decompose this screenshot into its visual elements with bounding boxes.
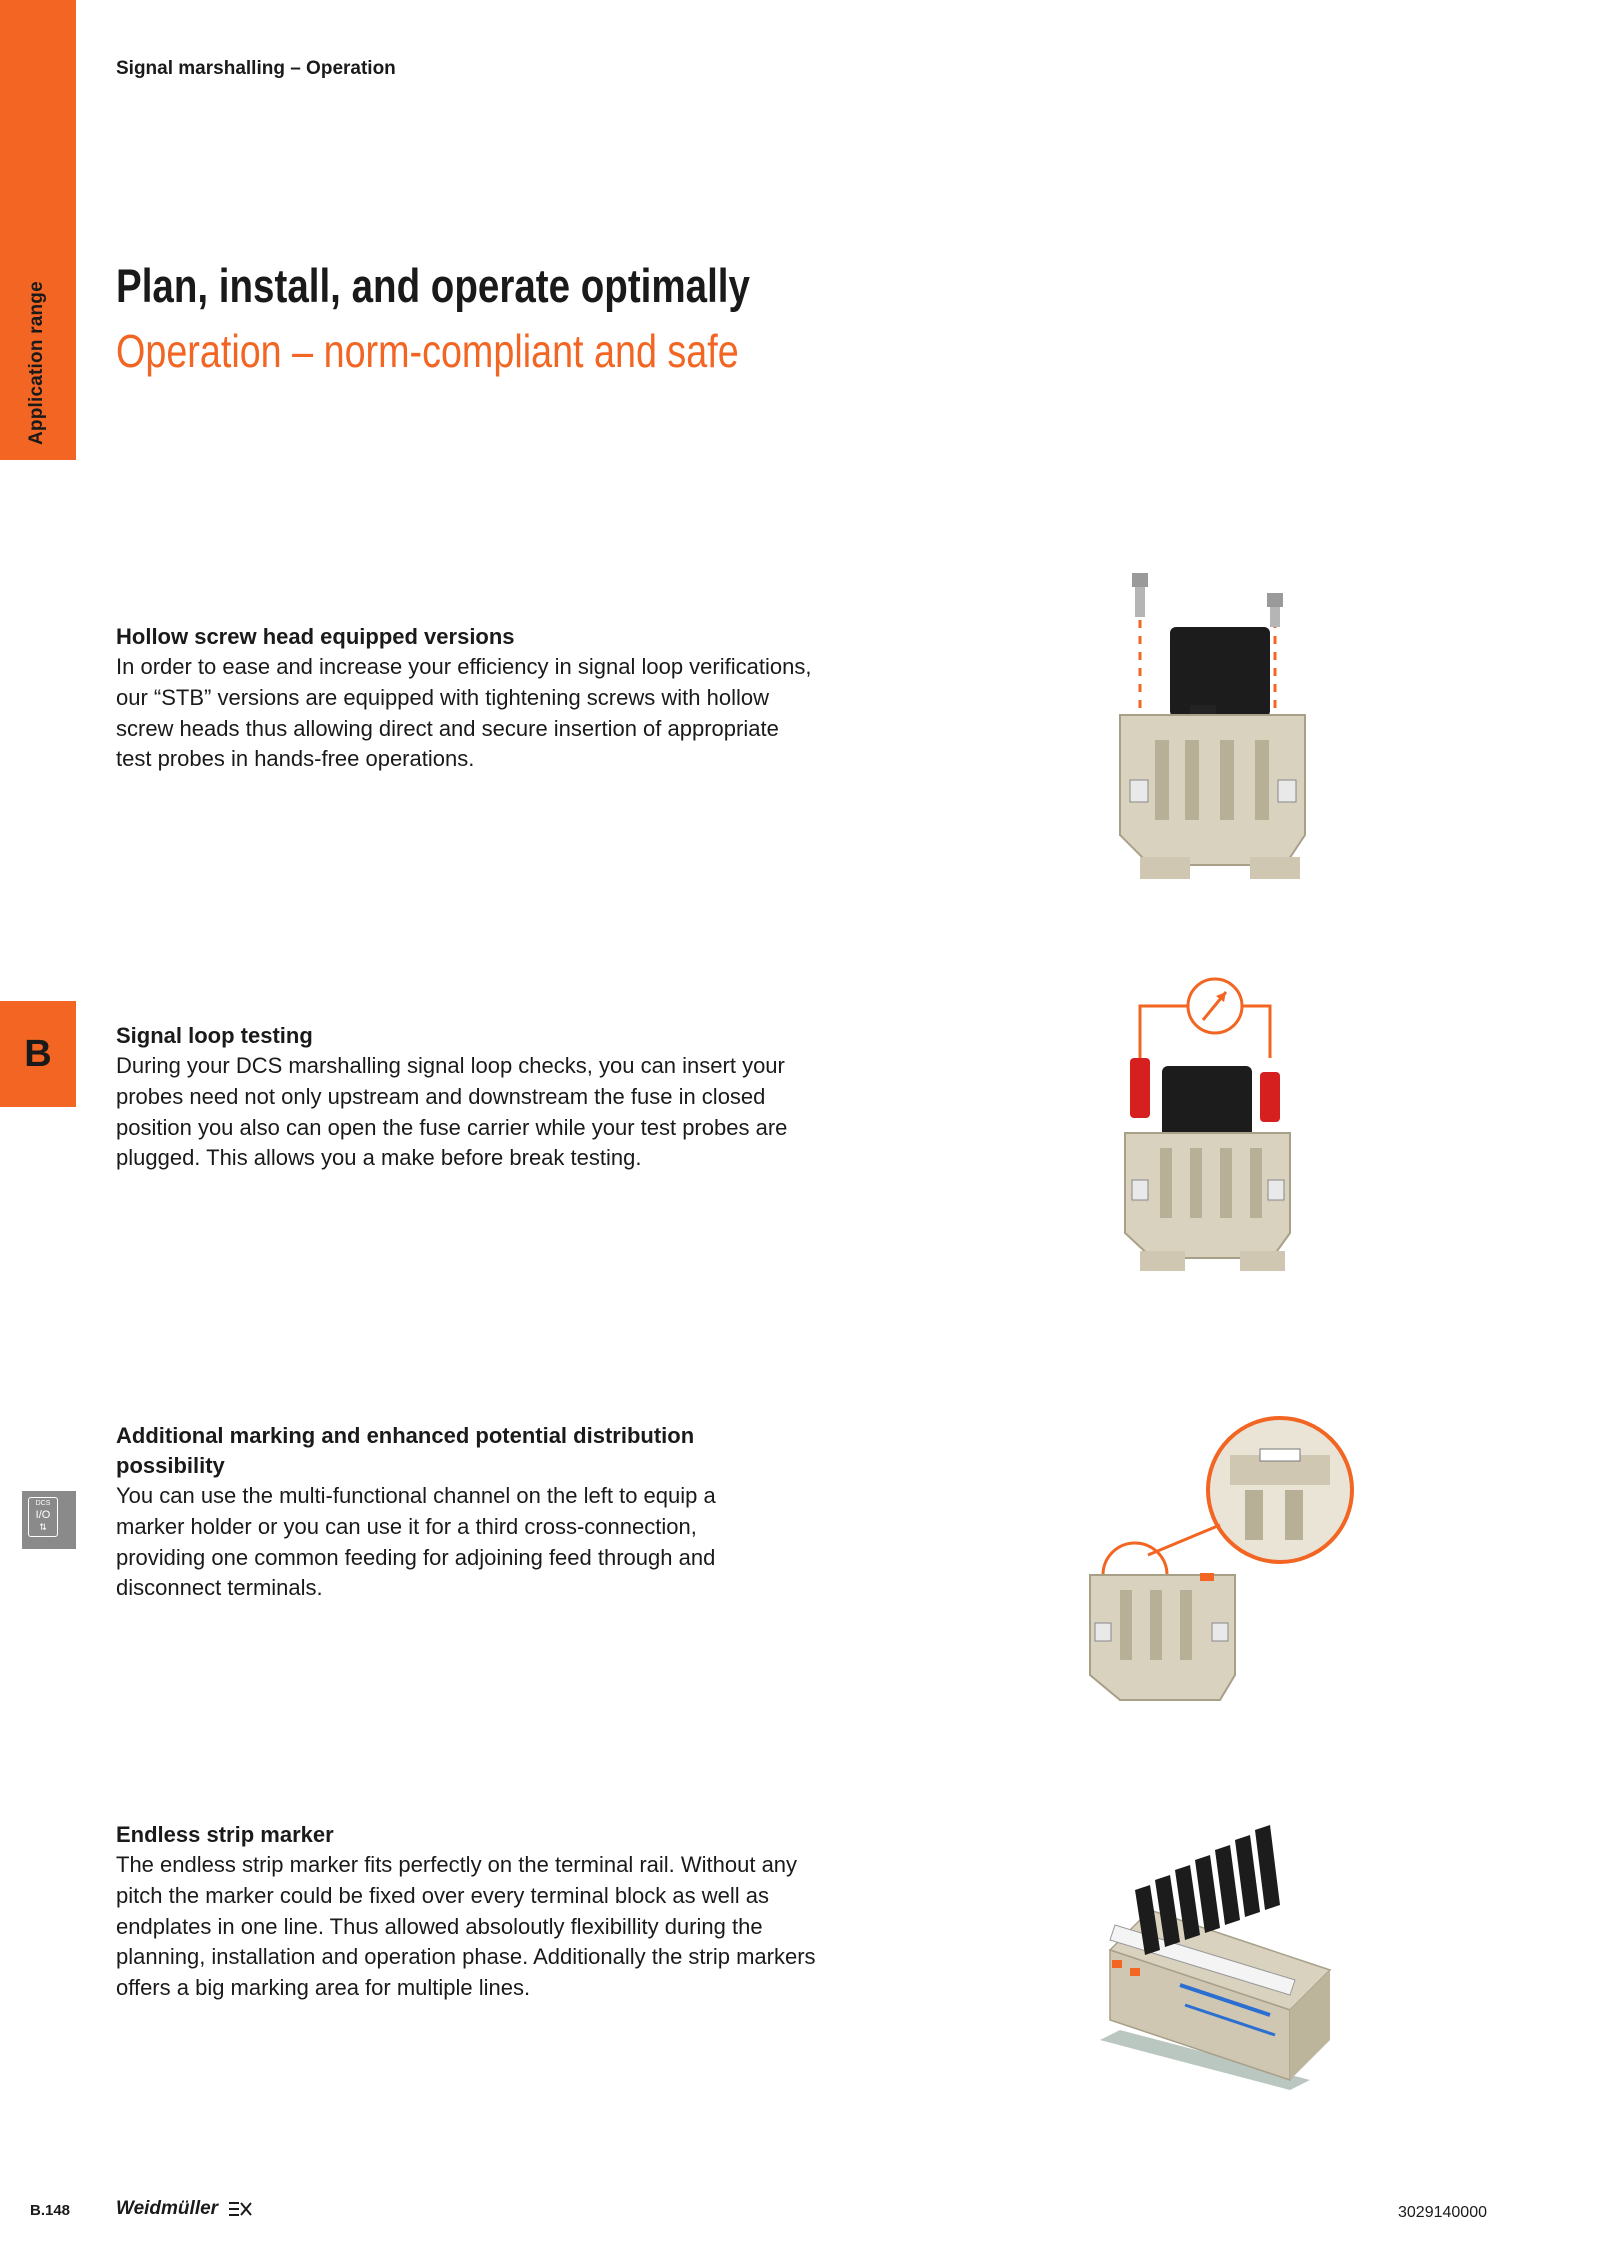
dcs-io-icon	[22, 1491, 76, 1549]
terminal-block-with-marker-detail-image	[1080, 1415, 1360, 1715]
section-hollow-screw	[116, 622, 816, 775]
section-additional-marking	[116, 1421, 716, 1604]
brand-name: Weidmüller	[116, 2198, 219, 2219]
dcs-icon-line1: DCS	[35, 1500, 51, 1507]
section-signal-loop	[116, 1021, 816, 1174]
dcs-icon-line2: I/O	[35, 1509, 51, 1521]
page-number: B.148	[30, 2202, 71, 2219]
section-endless-strip-marker	[116, 1820, 816, 2004]
page-subtitle: Operation – norm-compliant and safe	[116, 325, 739, 377]
section-b-letter: B	[24, 1032, 52, 1075]
section-body: The endless strip marker fits perfectly on the terminal rail. Without any pitch the marker could be fixed over every terminal block as well as endplates in one line. Thus allowed absoloutly flexibillity during the planning, installation and operation phase. Additionally the strip markers offers a big marking area for multiple lines.	[116, 1852, 816, 2001]
section-b-tab	[0, 1001, 76, 1107]
section-body: You can use the multi-functional channel on the left to equip a marker holder or you can use it for a third cross-connection, providing one common feeding for adjoining feed through and disconnect terminals.	[116, 1483, 716, 1601]
document-number: 3029140000	[1398, 2204, 1487, 2221]
running-head: Signal marshalling – Operation	[116, 58, 396, 79]
arrows-icon: ⇅	[39, 1522, 47, 1532]
section-heading: Additional marking and enhanced potential distribution possibility	[116, 1423, 695, 1478]
section-heading: Hollow screw head equipped versions	[116, 624, 515, 649]
section-body: During your DCS marshalling signal loop checks, you can insert your probes need not only upstream and downstream the fuse in closed position you also can open the fuse carrier while your test probes are plugged. This allows you a make before break testing.	[116, 1053, 788, 1171]
application-range-label: Application range	[26, 281, 47, 445]
weidmuller-mark-icon	[227, 2200, 253, 2218]
terminal-block-with-hollow-screws-image	[1080, 565, 1350, 895]
section-heading: Signal loop testing	[116, 1023, 313, 1048]
section-heading: Endless strip marker	[116, 1822, 334, 1847]
terminal-block-row-with-strip-marker-image	[1090, 1810, 1360, 2100]
section-body: In order to ease and increase your efficiency in signal loop verifications, our “STB” versions are equipped with tightening screws with hollow screw heads thus allowing direct and secure insertion of appropriate test probes in hands-free operations.	[116, 654, 812, 772]
page-title: Plan, install, and operate optimally	[116, 259, 750, 312]
terminal-block-with-test-probes-image	[1100, 968, 1310, 1293]
weidmuller-logo	[116, 2198, 253, 2220]
